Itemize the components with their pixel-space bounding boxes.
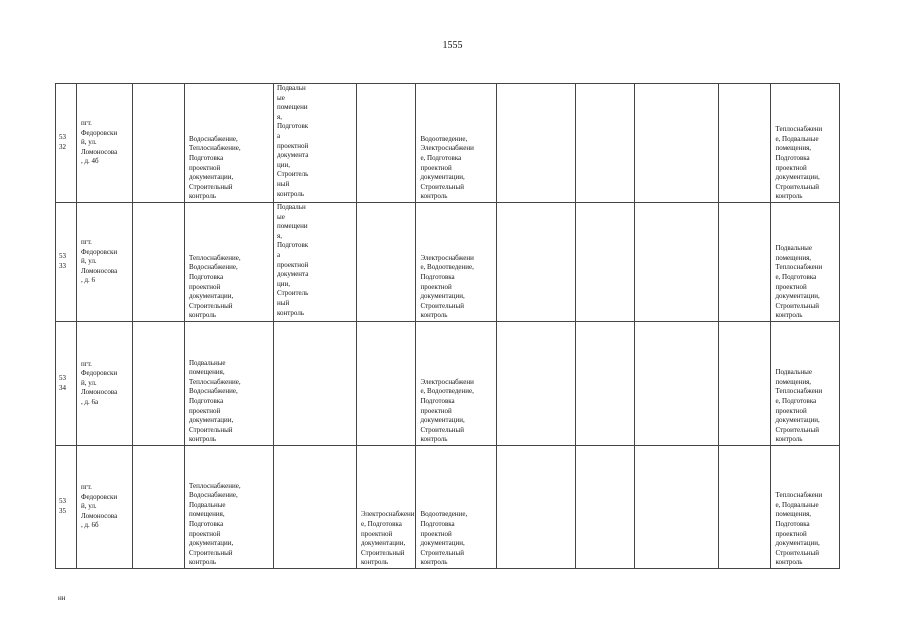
empty-cell — [635, 203, 719, 322]
work-type-cell: Теплоснабжени е, Подвальные помещения, Подготовка проектной документации, Строительный контроль — [771, 446, 840, 569]
work-type-cell — [274, 446, 357, 569]
page-number: 1555 — [442, 40, 463, 51]
table-row — [56, 84, 840, 203]
work-type-cell: Подвальные помещения, Теплоснабжение, Водоснабжение, Подготовка проектной документации, Строительный контроль — [185, 322, 274, 446]
work-type-cell: Подвальные помещения, Теплоснабжени е, Подготовка проектной документации, Строительный контроль — [771, 322, 840, 446]
empty-cell — [497, 322, 576, 446]
row-number-cell: 53 34 — [56, 322, 77, 446]
empty-cell — [719, 446, 771, 569]
table-row — [56, 203, 840, 322]
empty-cell — [133, 322, 185, 446]
empty-cell — [719, 203, 771, 322]
table-body — [56, 84, 840, 569]
empty-cell — [576, 322, 635, 446]
address-cell: пгт. Федоровски й, ул. Ломоносова , д. 6а — [77, 322, 133, 446]
work-type-cell: Водоотведение, Электроснабжени е, Подготовка проектной документации, Строительный контроль — [416, 84, 497, 203]
work-type-cell — [357, 84, 416, 203]
empty-cell — [497, 446, 576, 569]
work-type-cell: Теплоснабжение, Водоснабжение, Подвальные помещения, Подготовка проектной документации, Строительный контроль — [185, 446, 274, 569]
work-type-cell: Подвальн ые помещени я, Подготовк а проектной документа ции, Строитель ный контроль — [274, 203, 357, 322]
work-type-cell: Водоотведение, Подготовка проектной документации, Строительный контроль — [416, 446, 497, 569]
empty-cell — [497, 203, 576, 322]
row-number-cell: 53 32 — [56, 84, 77, 203]
work-type-cell: Теплоснабжение, Водоснабжение, Подготовка проектной документации, Строительный контроль — [185, 203, 274, 322]
work-type-cell: Подвальные помещения, Теплоснабжени е, Подготовка проектной документации, Строительный контроль — [771, 203, 840, 322]
work-schedule-table — [55, 83, 840, 569]
empty-cell — [576, 203, 635, 322]
address-cell: пгт. Федоровски й, ул. Ломоносова , д. 4б — [77, 84, 133, 203]
address-cell: пгт. Федоровски й, ул. Ломоносова , д. 6б — [77, 446, 133, 569]
work-type-cell — [357, 322, 416, 446]
empty-cell — [635, 84, 719, 203]
empty-cell — [497, 84, 576, 203]
work-type-cell — [274, 322, 357, 446]
work-type-cell: Электроснабжени е, Водоотведение, Подготовка проектной документации, Строительный контроль — [416, 322, 497, 446]
table-row — [56, 322, 840, 446]
empty-cell — [635, 446, 719, 569]
empty-cell — [719, 322, 771, 446]
row-number-cell: 53 35 — [56, 446, 77, 569]
empty-cell — [133, 84, 185, 203]
row-number-cell: 53 33 — [56, 203, 77, 322]
work-type-cell: Теплоснабжени е, Подвальные помещения, Подготовка проектной документации, Строительный контроль — [771, 84, 840, 203]
empty-cell — [133, 446, 185, 569]
work-type-cell: Подвальн ые помещени я, Подготовк а проектной документа ции, Строитель ный контроль — [274, 84, 357, 203]
empty-cell — [133, 203, 185, 322]
empty-cell — [576, 84, 635, 203]
address-cell: пгт. Федоровски й, ул. Ломоносова , д. 6 — [77, 203, 133, 322]
work-type-cell: Водоснабжение, Теплоснабжение, Подготовка проектной документации, Строительный контроль — [185, 84, 274, 203]
footer-mark: нн — [58, 594, 66, 602]
empty-cell — [719, 84, 771, 203]
work-type-cell: Электроснабжени е, Водоотведение, Подготовка проектной документации, Строительный контроль — [416, 203, 497, 322]
empty-cell — [576, 446, 635, 569]
work-type-cell: Электроснабжени е, Подготовка проектной документации, Строительный контроль — [357, 446, 416, 569]
work-type-cell — [357, 203, 416, 322]
empty-cell — [635, 322, 719, 446]
table-row — [56, 446, 840, 569]
